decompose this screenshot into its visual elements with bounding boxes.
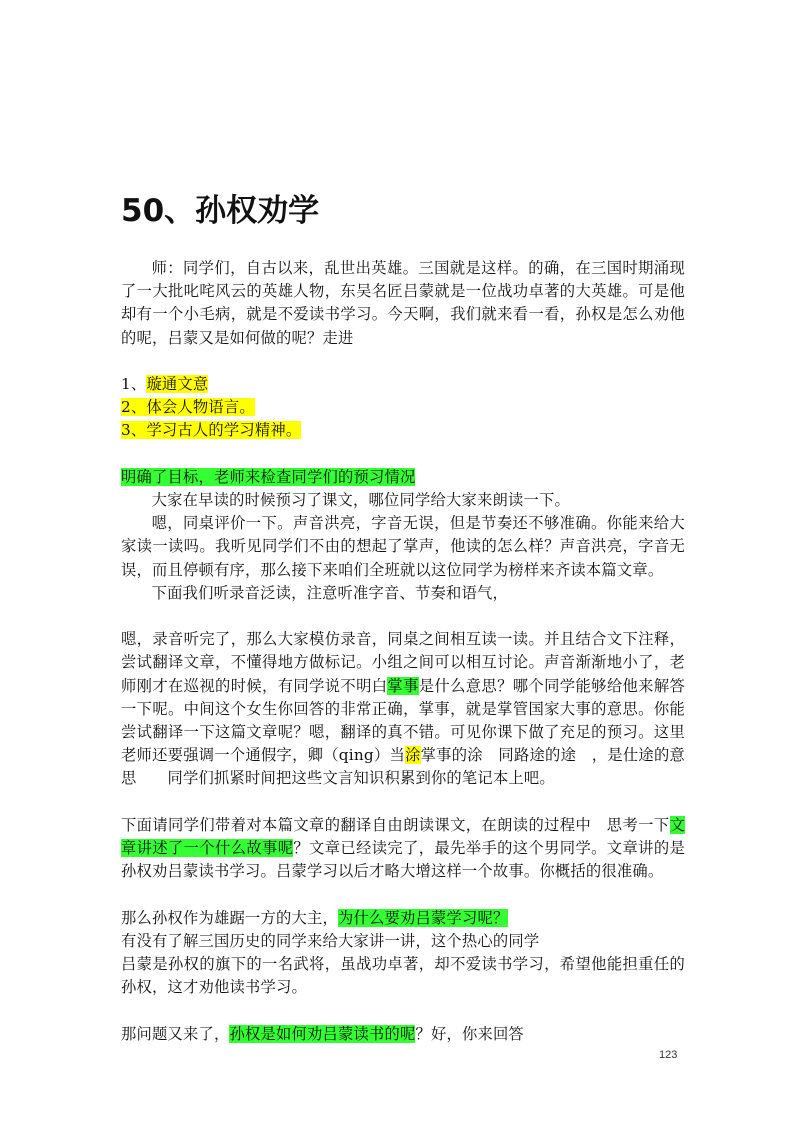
listen-paragraph: 下面我们听录音泛读，注意听准字音、节奏和语气， (151, 583, 509, 602)
answer-paragraph: 吕蒙是孙权的旗下的一名武将，虽战功卓著，却不爱读书学习，希望他能担重任的孙权，这才劝他读书学习。 (121, 955, 685, 997)
story-question-paragraph (121, 814, 685, 884)
text-segment: 嗯，录音听完了，那么大家模仿录音，同桌之间相互读一读。并且结合文下注释，尝试翻译文章，不懂得地方做标记。小组之间可以相互讨论。声音渐渐地小了，老师刚才在巡视的时候，有同学说不明白 (121, 630, 685, 695)
highlight-zhangshi: 掌事 (387, 676, 419, 695)
highlight-how-question: 孙权是如何劝吕蒙读书的呢 (229, 1024, 416, 1043)
text-segment: 掌事的涂 同路途的途 ，是仕途的意思 同学们抓紧时间把这些文言知识积累到你的笔记本上吧。 (121, 746, 685, 788)
highlight-why-question: 为什么要劝吕蒙学习呢？ (337, 908, 509, 927)
document-body (121, 257, 685, 1046)
spacer (121, 443, 685, 466)
goal-text-highlight: 体会人物语言。 (146, 398, 255, 417)
highlight-tu: 涂 (405, 746, 421, 765)
spacer (121, 791, 685, 814)
history-paragraph: 有没有了解三国历史的同学来给大家讲一讲，这个热心的同学 (121, 931, 540, 950)
goal-item-1 (121, 373, 685, 396)
spacer (121, 883, 685, 906)
read-paragraph: 大家在早读的时候预习了课文，哪位同学给大家来朗读一下。 (151, 491, 571, 509)
how-question-paragraph (121, 1023, 685, 1046)
goal-item-2 (121, 396, 685, 419)
why-question-paragraph (121, 907, 685, 930)
goal-number: 1、 (121, 375, 147, 393)
text-segment: 那问题又来了， (121, 1024, 230, 1043)
goal-item-3 (121, 419, 685, 442)
intro-paragraph (121, 257, 685, 350)
page-title: 50、孙权劝学 (121, 193, 320, 229)
goal-text-highlight: 璇通文意 (146, 375, 209, 393)
text-segment: 下面请同学们带着对本篇文章的翻译自由朗读课文，在朗读的过程中 思考一下 (121, 815, 670, 834)
check-heading-highlight: 明确了目标，老师来检查同学们的预习情况 (121, 467, 416, 486)
goal-number: 2、 (121, 398, 147, 417)
spacer (121, 605, 685, 628)
text-segment: ？文章已经读完了，最先举手的这个男同学。文章讲的是孙权劝吕蒙读书学习。吕蒙学习以后才略大增这样一个故事。你概括的很准确。 (121, 839, 685, 881)
page-number: 123 (659, 1049, 678, 1061)
evaluation-paragraph: 嗯，同桌评价一下。声音洪亮，字音无误，但是节奏还不够准确。你能来给大家读一读吗。我听见同学们不由的想起了掌声，他读的怎么样？声音洪亮，字音无误，而且停顿有序，那么接下来咱们全班就以这位同学为榜样来齐读本篇文章。 (121, 514, 685, 579)
text-segment: 那么孙权作为雄踞一方的大主， (121, 908, 338, 927)
text-segment: 是什么意思？哪个同学能够给他来解答一下呢。中间这个女生你回答的非常正确，掌事，就是掌管国家大事的意思。你能尝试翻译一下这篇文章呢？嗯，翻译的真不错。可见你课下做了充足的预习。这里老师还要强调一个通假字，卿（qing）当 (121, 676, 685, 765)
highlight-story-question: 文章讲述了一个什么故事呢 (121, 815, 685, 858)
intro-text: 师：同学们，自古以来，乱世出英雄。三国就是这样。的确，在三国时期涌现了一大批叱咤风云的英雄人物，东吴名匠吕蒙就是一位战功卓著的大英雄。可是他却有一个小毛病，就是不爱读书学习。今天啊，我们就来看一看，孙权是怎么劝他的呢，吕蒙又是如何做的呢？走进 (121, 259, 685, 347)
spacer (121, 350, 685, 373)
check-heading (121, 466, 685, 489)
translation-practice-paragraph (121, 628, 685, 790)
spacer (121, 999, 685, 1022)
text-segment: ？好，你来回答 (415, 1024, 524, 1043)
goal-number: 3、 (121, 421, 147, 440)
goal-text-highlight: 学习古人的学习精神。 (146, 421, 302, 440)
